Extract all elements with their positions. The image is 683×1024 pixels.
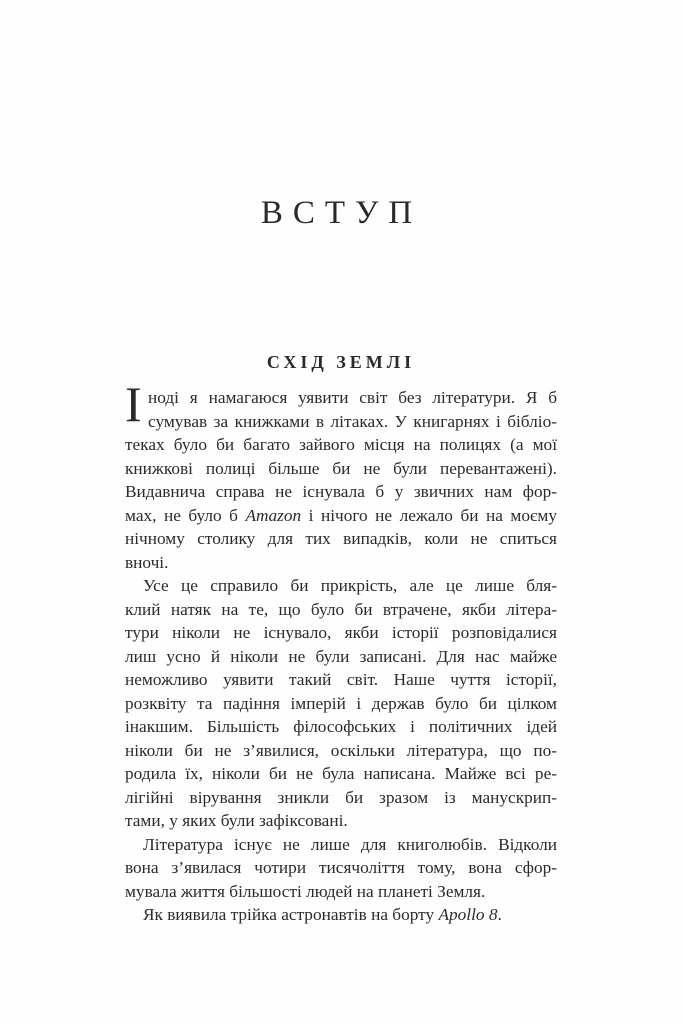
- text-line: [125, 504, 557, 528]
- text-line: клий натяк на те, що було би втрачене, якби літера-: [125, 599, 557, 619]
- text-line: неможливо уявити такий світ. Наше чуття історії,: [125, 670, 557, 689]
- italic-text: Amazon: [245, 505, 302, 525]
- text-line: тури ніколи не існувало, якби історії розповідалися: [125, 623, 557, 642]
- text-line: тами, у яких були зафіксовані.: [125, 811, 348, 830]
- text-line: Література існує не лише для книголюбів. Відколи: [143, 834, 557, 854]
- text-line: вночі.: [125, 552, 169, 572]
- text-line: Видавнича справа не існувала б у звичних нам фор-: [125, 482, 557, 501]
- body-text: [125, 376, 557, 927]
- text-line: лиш усно й ніколи не були записані. Для нас майже: [125, 646, 557, 666]
- line-text: ноді я намагаюся уявити світ без літератури. Я б: [148, 388, 557, 407]
- text-line: Усе це справило би прикрість, але це лише бля-: [143, 576, 557, 595]
- text-line: мувала життя більшості людей на планеті Земля.: [125, 881, 486, 901]
- text-line: [125, 903, 557, 927]
- text-line: книжкові полиці більше би не були перевантажені).: [125, 458, 557, 478]
- paragraph: [125, 833, 557, 904]
- text-line: ніколи би не з’явилися, оскільки література, що по-: [125, 740, 557, 760]
- paragraph: [125, 376, 557, 574]
- text-line: інакшим. Більшість філософських і політичних ідей: [125, 717, 557, 736]
- paragraph: [125, 903, 557, 927]
- italic-text: Apollo 8: [438, 905, 498, 924]
- text-line: теках було би багато зайвого місця на полицях (а мої: [125, 435, 557, 454]
- text-line: розквіту та падіння імперій і держав було би цілком: [125, 693, 557, 713]
- drop-cap: І: [125, 376, 142, 432]
- chapter-title: ВСТУП: [260, 195, 423, 231]
- section-title: СХІД ЗЕМЛІ: [266, 352, 416, 372]
- line-text: мах, не було б: [125, 505, 246, 525]
- text-line: вона з’явилася чотири тисячоліття тому, вона сфор-: [125, 858, 557, 877]
- text-line: нічному столику для тих випадків, коли не спиться: [125, 529, 557, 548]
- text-line: лігійні вірування зникли би зразом із манускрип-: [125, 787, 557, 807]
- line-text: і нічого не лежало би на моєму: [301, 505, 557, 525]
- paragraph: [125, 574, 557, 833]
- line-text: .: [497, 905, 502, 924]
- line-text: Як виявила трійка астронавтів на борту: [143, 905, 439, 924]
- text-line: сумував за книжками в літаках. У книгарнях і бібліо-: [148, 411, 557, 431]
- text-line: родила їх, ніколи би не була написана. Майже всі ре-: [125, 764, 557, 783]
